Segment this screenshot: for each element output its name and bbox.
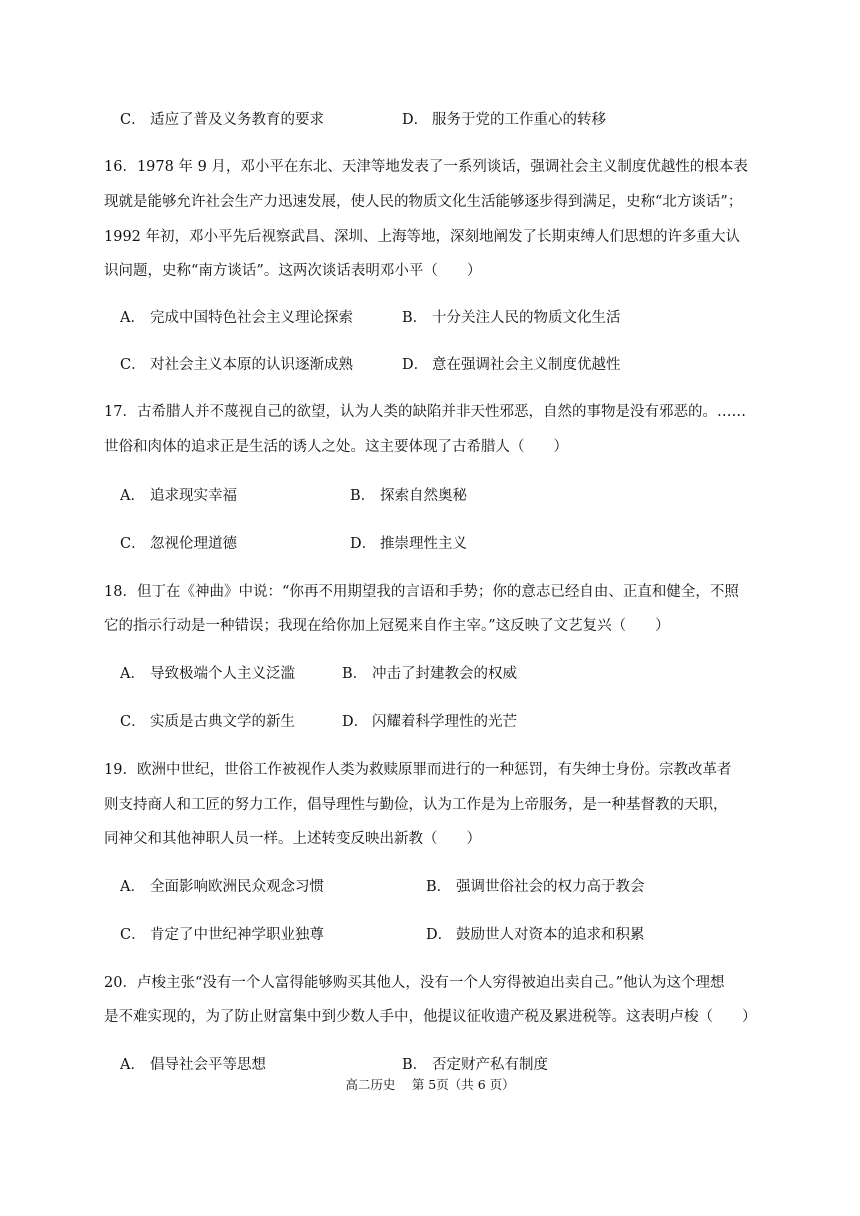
q20-option-b xyxy=(402,1055,548,1075)
option-letter: D． xyxy=(426,927,453,943)
option-letter: C． xyxy=(120,536,146,552)
option-letter: B． xyxy=(402,1057,428,1073)
option-text: 导致极端个人主义泛滥 xyxy=(150,666,295,682)
q16-option-c xyxy=(120,355,353,375)
q19-stem-line-3: 同神父和其他神职人员一样。上述转变反映出新教（ ） xyxy=(104,831,481,847)
option-letter: C． xyxy=(120,112,146,128)
q16-option-a xyxy=(120,308,353,328)
option-text: 实质是古典文学的新生 xyxy=(150,714,295,730)
q20-stem-line-1: 20．卢梭主张“没有一个人富得能够购买其他人，没有一个人穷得被迫出卖自己。”他认为这个理想 xyxy=(104,975,725,991)
option-text: 适应了普及义务教育的要求 xyxy=(150,112,324,128)
option-text: 闪耀着科学理性的光芒 xyxy=(372,714,517,730)
q20-stem-line-2: 是不难实现的，为了防止财富集中到少数人手中，他提议征收遗产税及累进税等。这表明卢梭（ ） xyxy=(104,1009,757,1025)
option-text: 意在强调社会主义制度优越性 xyxy=(432,357,621,373)
q16-stem-line-3: 1992 年初，邓小平先后视察武昌、深圳、上海等地，深刻地阐发了长期束缚人们思想的许多重大认 xyxy=(104,229,741,245)
option-text: 忽视伦理道德 xyxy=(150,536,237,552)
option-text: 追求现实幸福 xyxy=(150,488,237,504)
option-text: 全面影响欧洲民众观念习惯 xyxy=(150,879,324,895)
q18-option-d xyxy=(342,712,517,732)
q19-option-b xyxy=(426,877,645,897)
q20-option-a xyxy=(120,1055,266,1075)
option-letter: B． xyxy=(342,666,368,682)
q19-option-c xyxy=(120,925,324,945)
option-letter: B． xyxy=(426,879,452,895)
q17-option-d xyxy=(350,534,467,554)
option-text: 探索自然奥秘 xyxy=(380,488,467,504)
q19-option-a xyxy=(120,877,324,897)
option-letter: A． xyxy=(120,879,145,895)
q19-stem-line-1: 19．欧洲中世纪，世俗工作被视作人类为救赎原罪而进行的一种惩罚，有失绅士身份。宗教改革者 xyxy=(104,762,732,778)
option-text: 完成中国特色社会主义理论探索 xyxy=(150,310,353,326)
option-letter: C． xyxy=(120,357,146,373)
q19-option-d xyxy=(426,925,645,945)
option-text: 否定财产私有制度 xyxy=(432,1057,548,1073)
option-letter: B． xyxy=(350,488,376,504)
q15-option-c xyxy=(120,110,324,130)
option-text: 鼓励世人对资本的追求和积累 xyxy=(456,927,645,943)
option-letter: A． xyxy=(120,1057,145,1073)
option-letter: D． xyxy=(402,112,429,128)
option-text: 对社会主义本原的认识逐渐成熟 xyxy=(150,357,353,373)
option-letter: B． xyxy=(402,310,428,326)
option-text: 服务于党的工作重心的转移 xyxy=(432,112,606,128)
option-text: 冲击了封建教会的权威 xyxy=(372,666,517,682)
q18-option-a xyxy=(120,664,295,684)
q18-stem-line-1: 18．但丁在《神曲》中说：“你再不用期望我的言语和手势；你的意志已经自由、正直和健全，不照 xyxy=(104,584,739,600)
q16-stem-line-2: 现就是能够允许社会生产力迅速发展，使人民的物质文化生活能够逐步得到满足，史称“北方谈话”； xyxy=(104,194,743,210)
q17-option-c xyxy=(120,534,237,554)
option-letter: C． xyxy=(120,714,146,730)
q19-stem-line-2: 则支持商人和工匠的努力工作，倡导理性与勤俭，认为工作是为上帝服务，是一种基督教的天职， xyxy=(104,797,728,813)
q18-option-b xyxy=(342,664,517,684)
q16-stem-line-4: 识问题，史称“南方谈话”。这两次谈话表明邓小平（ ） xyxy=(104,263,482,279)
q17-stem-line-1: 17．古希腊人并不蔑视自己的欲望，认为人类的缺陷并非天性邪恶，自然的事物是没有邪恶的。…… xyxy=(104,404,746,420)
option-text: 倡导社会平等思想 xyxy=(150,1057,266,1073)
q16-stem-line-1: 16．1978 年 9 月，邓小平在东北、天津等地发表了一系列谈话，强调社会主义制度优越性的根本表 xyxy=(104,159,748,175)
q16-option-d xyxy=(402,355,621,375)
q15-option-d xyxy=(402,110,606,130)
option-text: 推崇理性主义 xyxy=(380,536,467,552)
option-letter: D． xyxy=(350,536,377,552)
q16-option-b xyxy=(402,308,621,328)
q18-stem-line-2: 它的指示行动是一种错误；我现在给你加上冠冕来自作主宰。”这反映了文艺复兴（ ） xyxy=(104,618,670,634)
option-letter: A． xyxy=(120,310,145,326)
q18-option-c xyxy=(120,712,295,732)
option-letter: D． xyxy=(402,357,429,373)
q17-stem-line-2: 世俗和肉体的追求正是生活的诱人之处。这主要体现了古希腊人（ ） xyxy=(104,439,568,455)
option-text: 十分关注人民的物质文化生活 xyxy=(432,310,621,326)
q17-option-b xyxy=(350,486,467,506)
option-letter: A． xyxy=(120,488,145,504)
page-footer: 高二历史 第 5页（共 6 页） xyxy=(345,1077,515,1092)
q17-option-a xyxy=(120,486,237,506)
option-letter: A． xyxy=(120,666,145,682)
option-text: 肯定了中世纪神学职业独尊 xyxy=(150,927,324,943)
option-text: 强调世俗社会的权力高于教会 xyxy=(456,879,645,895)
option-letter: D． xyxy=(342,714,369,730)
option-letter: C． xyxy=(120,927,146,943)
